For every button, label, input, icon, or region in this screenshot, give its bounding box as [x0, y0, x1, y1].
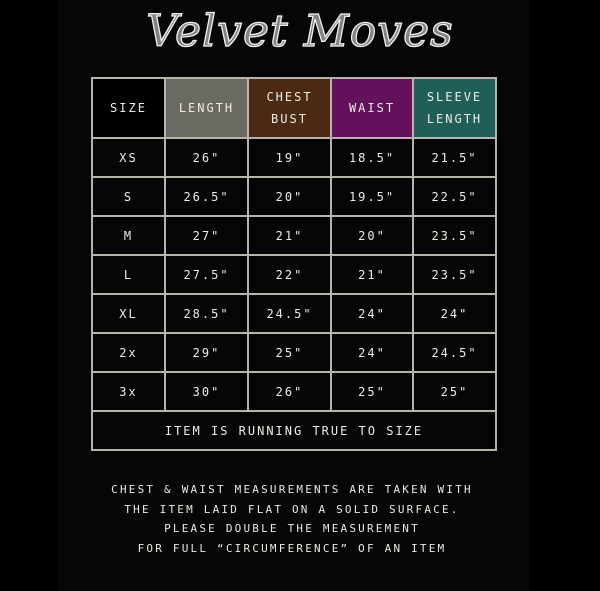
table-row: [92, 333, 496, 372]
size-cell: XS: [92, 138, 165, 177]
length-cell: 30": [165, 372, 248, 411]
header-sleeve-length-label: LENGTH: [426, 112, 483, 126]
waist-cell: 21": [331, 255, 413, 294]
footnote-line: FOR FULL “CIRCUMFERENCE” OF AN ITEM: [137, 541, 447, 555]
sleeve-cell: 22.5": [413, 177, 496, 216]
chest-cell: 26": [248, 372, 331, 411]
chest-cell: 21": [248, 216, 331, 255]
length-cell: 29": [165, 333, 248, 372]
header-sleeve-length: [413, 78, 496, 138]
length-cell: 26.5": [165, 177, 248, 216]
size-cell: M: [92, 216, 165, 255]
table-row: [92, 255, 496, 294]
chest-cell: 24.5": [248, 294, 331, 333]
chest-cell: 25": [248, 333, 331, 372]
chest-cell: 22": [248, 255, 331, 294]
brand-title: Velvet Moves: [146, 6, 454, 57]
footnote-line: PLEASE DOUBLE THE MEASUREMENT: [164, 522, 420, 535]
header-length: [165, 78, 248, 138]
length-cell: 27.5": [165, 255, 248, 294]
sleeve-cell: 23.5": [413, 255, 496, 294]
measurement-footnote: [0, 480, 584, 558]
table-row: [92, 138, 496, 177]
header-chest-bust: [248, 78, 331, 138]
header-length-label: LENGTH: [178, 101, 235, 115]
waist-cell: 24": [331, 294, 413, 333]
chest-cell: 19": [248, 138, 331, 177]
size-cell: XL: [92, 294, 165, 333]
header-waist: [331, 78, 413, 138]
sleeve-cell: 24.5": [413, 333, 496, 372]
header-row: [92, 78, 496, 138]
size-chart-table: [91, 77, 497, 451]
length-cell: 27": [165, 216, 248, 255]
size-cell: 2x: [92, 333, 165, 372]
sleeve-cell: 23.5": [413, 216, 496, 255]
waist-cell: 24": [331, 333, 413, 372]
table-row: [92, 294, 496, 333]
footnote-line: CHEST & WAIST MEASUREMENTS ARE TAKEN WITH: [111, 483, 473, 496]
chest-cell: 20": [248, 177, 331, 216]
waist-cell: 19.5": [331, 177, 413, 216]
header-chest-label: CHEST: [266, 90, 313, 104]
length-cell: 28.5": [165, 294, 248, 333]
table-row: [92, 216, 496, 255]
size-cell: L: [92, 255, 165, 294]
header-waist-label: WAIST: [348, 101, 396, 115]
size-cell: 3x: [92, 372, 165, 411]
waist-cell: 18.5": [331, 138, 413, 177]
table-row: [92, 372, 496, 411]
sleeve-cell: 24": [413, 294, 496, 333]
sleeve-cell: 21.5": [413, 138, 496, 177]
header-bust-label: BUST: [271, 112, 308, 126]
fit-note: ITEM IS RUNNING TRUE TO SIZE: [92, 411, 496, 450]
waist-cell: 25": [331, 372, 413, 411]
header-size: [92, 78, 165, 138]
table-row: [92, 177, 496, 216]
note-row: [92, 411, 496, 450]
sleeve-cell: 25": [413, 372, 496, 411]
header-size-label: SIZE: [110, 101, 147, 115]
footnote-line: THE ITEM LAID FLAT ON A SOLID SURFACE.: [124, 502, 460, 516]
length-cell: 26": [165, 138, 248, 177]
waist-cell: 20": [331, 216, 413, 255]
header-sleeve-label: SLEEVE: [426, 90, 483, 104]
size-cell: S: [92, 177, 165, 216]
